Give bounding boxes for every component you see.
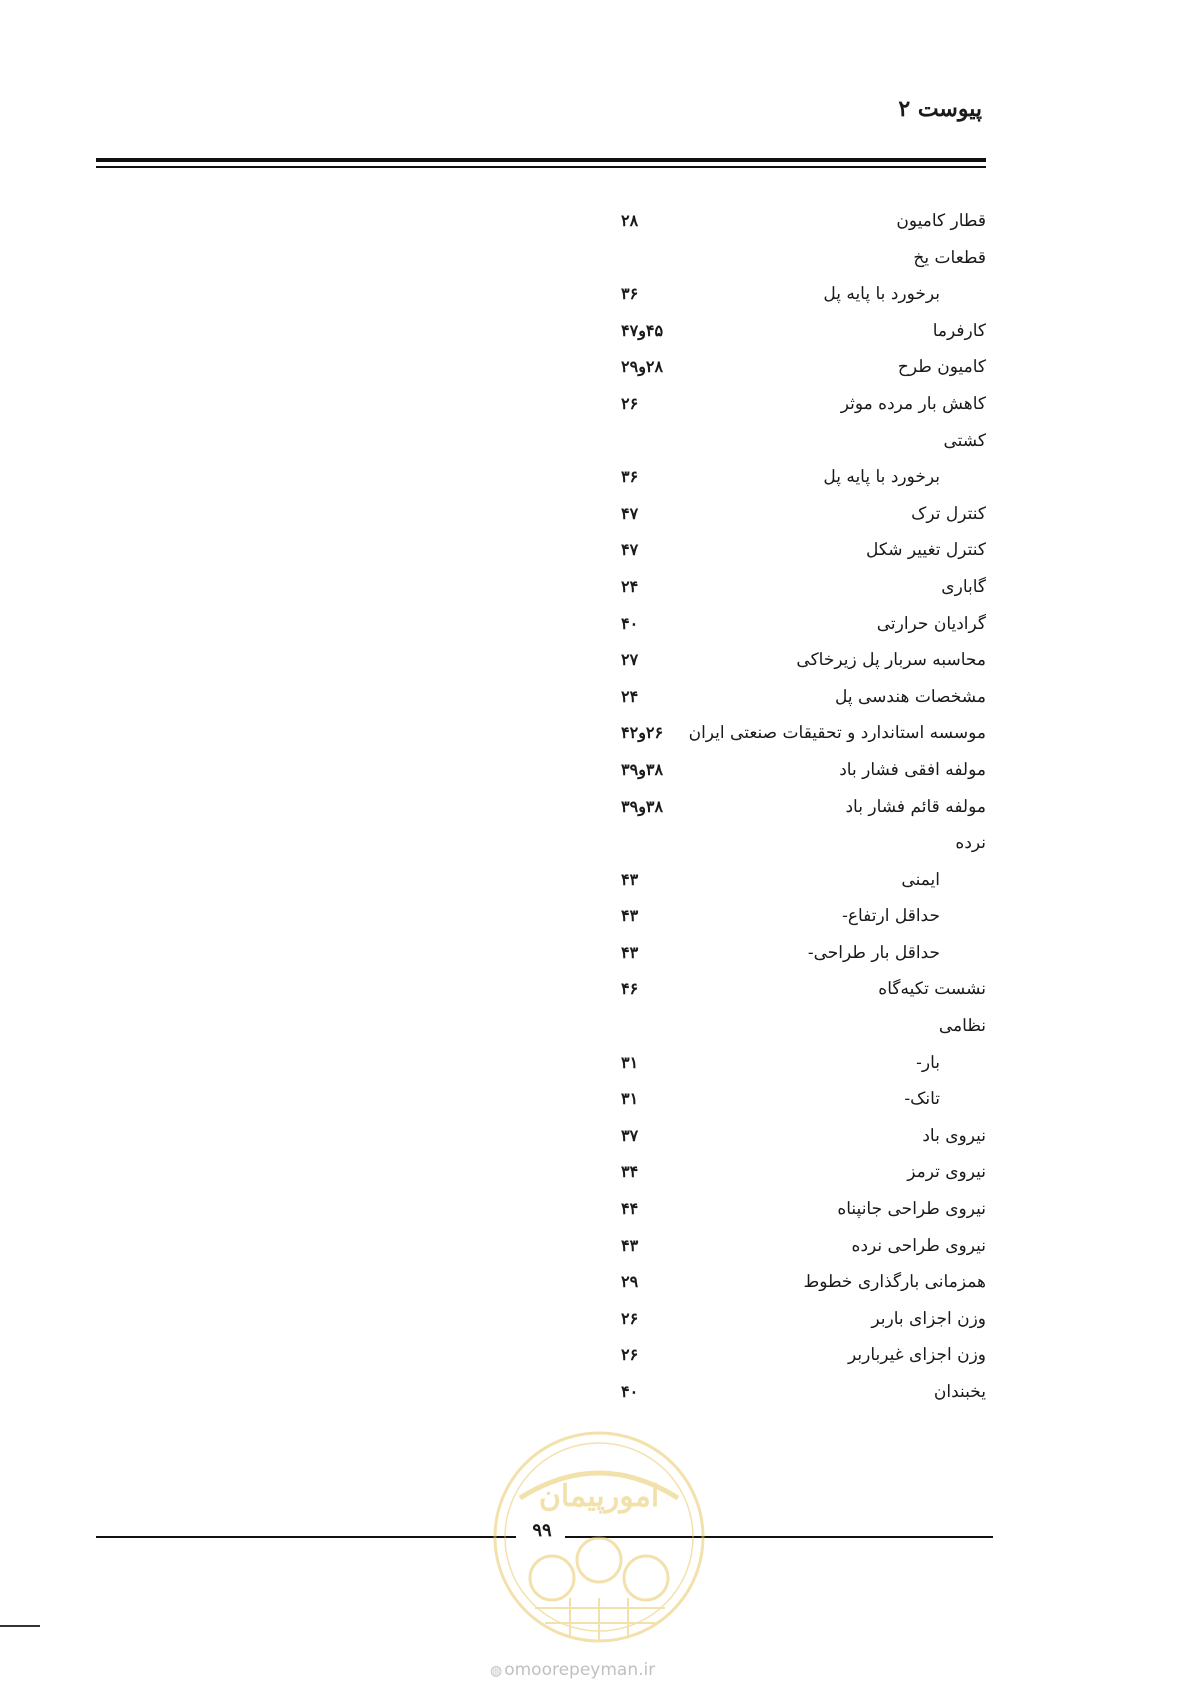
index-pages: ۲۹ — [621, 1272, 639, 1292]
index-term: نیروی طراحی جانپناه — [837, 1199, 986, 1220]
index-term: گرادیان حرارتی — [876, 613, 986, 634]
index-pages: ۳۱ — [621, 1052, 639, 1072]
index-entry — [600, 1008, 986, 1045]
index-entry — [600, 679, 986, 716]
index-pages: ۳۸و۳۹ — [621, 759, 664, 779]
index-pages: ۳۸و۳۹ — [621, 796, 664, 816]
index-pages: ۴۰ — [621, 1382, 639, 1401]
index-subentry — [600, 898, 986, 935]
index-term: بار- — [916, 1052, 940, 1073]
index-entry — [600, 532, 986, 569]
index-term: قطار کامیون — [896, 211, 986, 231]
index-pages: ۲۶ — [621, 393, 639, 413]
index-entry — [600, 789, 986, 826]
index-entry — [600, 1191, 986, 1228]
index-entry — [600, 313, 986, 350]
stamp-text: امورپیمان — [538, 1479, 660, 1514]
index-pages: ۲۴ — [621, 576, 639, 596]
index-entry — [600, 971, 986, 1008]
index-entry — [600, 1118, 986, 1155]
edge-mark — [0, 1625, 40, 1627]
index-term: کامیون طرح — [897, 357, 986, 378]
index-entry — [600, 715, 986, 752]
index-entry — [600, 1301, 986, 1338]
index-term: مولفه افقی فشار باد — [839, 759, 986, 780]
index-term: قطعات یخ — [913, 247, 986, 268]
index-entry — [600, 1264, 986, 1301]
index-entry — [600, 752, 986, 789]
index-pages: ۴۷ — [621, 503, 639, 523]
index-term: نشست تکیه‌گاه — [878, 979, 986, 1000]
index-entry — [600, 496, 986, 533]
index-entry — [600, 203, 986, 240]
index-subentry — [600, 1081, 986, 1118]
index-term: وزن اجزای غیرباربر — [848, 1345, 986, 1366]
index-pages: ۳۷ — [621, 1125, 639, 1145]
index-term: تانک- — [904, 1089, 940, 1110]
index-term: برخورد با پایه پل — [823, 467, 940, 488]
index-subentry — [600, 276, 986, 313]
index-term: کنترل ترک — [911, 503, 986, 524]
index-pages: ۴۳ — [621, 869, 639, 889]
index-pages: ۲۸ — [621, 211, 639, 230]
watermark-site — [490, 1660, 655, 1680]
index-term: کاهش بار مرده موثر — [840, 393, 986, 414]
index-entry — [600, 569, 986, 606]
stamp-gear-right — [624, 1556, 668, 1600]
index-term: نیروی ترمز — [907, 1162, 986, 1183]
index-term: مولفه قائم فشار باد — [845, 796, 986, 817]
index-pages: ۴۳ — [621, 942, 639, 962]
footer-rule-left — [96, 1536, 516, 1538]
stamp-gear-left — [530, 1556, 574, 1600]
index-term: حداقل بار طراحی- — [807, 942, 940, 963]
index-term: نرده — [955, 833, 986, 854]
index-term: کنترل تغییر شکل — [866, 540, 986, 561]
index-term: موسسه استاندارد و تحقیقات صنعتی ایران — [688, 723, 986, 744]
index-pages: ۲۴ — [621, 686, 639, 706]
index-term: نظامی — [938, 1016, 986, 1037]
index-pages: ۲۶ — [621, 1345, 639, 1365]
index-term: وزن اجزای باربر — [871, 1308, 986, 1329]
stamp-gear-center — [577, 1538, 621, 1582]
index-term: نیروی باد — [922, 1125, 986, 1146]
index-term: همزمانی بارگذاری خطوط — [803, 1272, 986, 1293]
watermark-site-text: omoorepeyman.ir — [504, 1660, 656, 1680]
index-entry — [600, 1337, 986, 1374]
page-header-title: پیوست ۲ — [898, 96, 982, 122]
page-number: ۹۹ — [532, 1520, 552, 1541]
index-term: محاسبه سربار پل زیرخاکی — [796, 650, 986, 671]
index-pages: ۳۴ — [621, 1162, 639, 1182]
index-term: نیروی طراحی نرده — [851, 1235, 986, 1256]
index-pages: ۴۶ — [621, 979, 639, 999]
index-list — [600, 203, 986, 1411]
index-term: کارفرما — [932, 320, 986, 341]
index-term: حداقل ارتفاع- — [842, 906, 940, 927]
index-pages: ۴۰ — [621, 613, 639, 633]
index-term: یخبندان — [933, 1382, 986, 1402]
index-term: مشخصات هندسی پل — [834, 686, 986, 707]
index-subentry — [600, 862, 986, 899]
index-entry — [600, 423, 986, 460]
index-entry — [600, 1228, 986, 1265]
index-entry — [600, 1374, 986, 1411]
index-entry — [600, 386, 986, 423]
header-rule-thin — [96, 166, 986, 168]
index-term: گاباری — [941, 576, 986, 597]
index-pages: ۳۱ — [621, 1089, 639, 1109]
index-entry — [600, 1154, 986, 1191]
index-subentry — [600, 1045, 986, 1082]
index-pages: ۳۶ — [621, 467, 639, 487]
index-pages: ۳۶ — [621, 284, 639, 304]
index-entry — [600, 825, 986, 862]
index-pages: ۲۶و۴۲ — [621, 723, 664, 743]
index-pages: ۴۳ — [621, 1235, 639, 1255]
index-pages: ۴۷ — [621, 540, 639, 560]
index-subentry — [600, 459, 986, 496]
index-term: ایمنی — [901, 869, 940, 890]
index-pages: ۲۸و۲۹ — [621, 357, 664, 377]
index-entry — [600, 349, 986, 386]
index-pages: ۲۷ — [621, 650, 639, 670]
index-pages: ۴۵و۴۷ — [621, 320, 664, 340]
index-entry — [600, 240, 986, 277]
index-entry — [600, 642, 986, 679]
index-subentry — [600, 935, 986, 972]
index-pages: ۴۳ — [621, 906, 639, 926]
index-entry — [600, 606, 986, 643]
index-term: کشتی — [943, 430, 986, 451]
watermark-stamp-logo — [490, 1428, 708, 1646]
index-term: برخورد با پایه پل — [823, 284, 940, 305]
index-pages: ۲۶ — [621, 1308, 639, 1328]
index-pages: ۴۴ — [621, 1199, 639, 1219]
header-rule-thick — [96, 158, 986, 162]
globe-icon: ◍ — [490, 1663, 503, 1679]
